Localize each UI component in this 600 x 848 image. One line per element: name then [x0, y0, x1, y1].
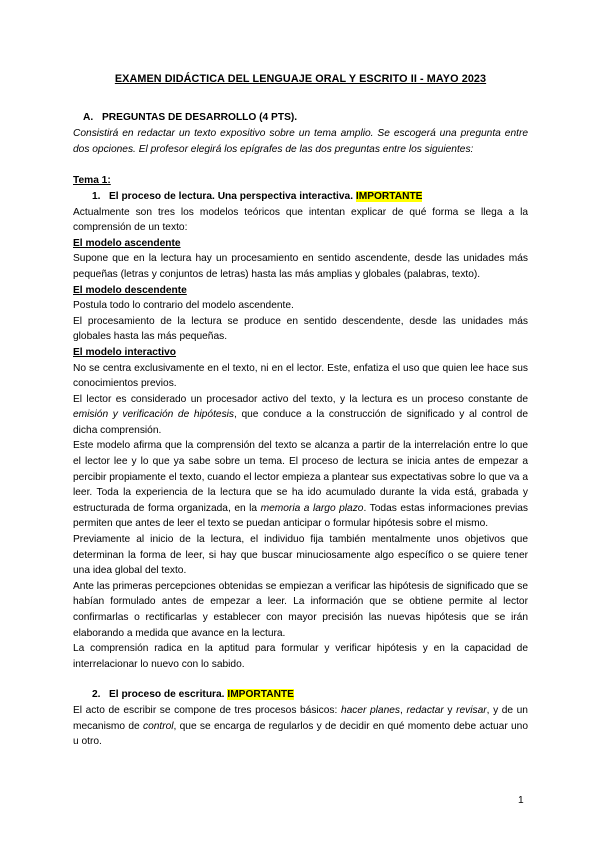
- section-label: PREGUNTAS DE DESARROLLO (4 PTS).: [102, 111, 298, 123]
- interactivo-p5: Ante las primeras percepciones obtenidas se empiezan a verificar las hipótesis de significado que se habían formulado antes de empezar a leer. La información que se obtiene permite al lector confirmarlas o rectificarlas y establecer con mayor precisión las nuevas hipótesis que se irán elaborando a medida que avance en la lectura.: [73, 580, 528, 639]
- item1-intro: Actualmente son tres los modelos teóricos que intentan explicar de qué forma se llega a la comprensión de un texto:: [73, 206, 528, 234]
- section-heading: [83, 110, 528, 126]
- interactivo-p3: [73, 438, 528, 532]
- item2-important-tag: IMPORTANTE: [227, 689, 294, 701]
- ascendente-text: Supone que en la lectura hay un procesamiento en sentido ascendente, desde las unidades más pequeñas (letras y conjuntos de letras) hasta las más amplias y globales (palabras, texto).: [73, 253, 528, 280]
- item1-heading: [92, 189, 528, 205]
- descendente-p1: Postula todo lo contrario del modelo ascendente.: [73, 300, 294, 312]
- item1-number: 1.: [92, 190, 101, 202]
- interactivo-p1: No se centra exclusivamente en el texto, ni en el lector. Este, enfatiza el uso que quien lee hace sus conocimientos previos.: [73, 362, 528, 390]
- item2-text-1: El acto de escribir se compone de tres procesos básicos:: [73, 704, 341, 716]
- spacer: [73, 672, 528, 687]
- item1-label: El proceso de lectura. Una perspectiva interactiva.: [109, 190, 354, 202]
- ascendente-heading: El modelo ascendente: [73, 237, 181, 249]
- page-number: 1: [518, 795, 524, 806]
- descendente-heading: El modelo descendente: [73, 284, 187, 296]
- interactivo-p2-text-a: El lector es considerado un procesador activo del texto, y la lectura es un proceso constante de: [73, 393, 528, 405]
- item2-text-3: y: [443, 704, 457, 716]
- item2-emphasis-planes: hacer planes: [340, 704, 401, 716]
- item2-emphasis-redactar: redactar: [406, 704, 444, 716]
- interactivo-p4: Previamente al inicio de la lectura, el individuo fija también mentalmente unos objetivos que determinan la forma de leer, si hay que buscar minuciosamente algo específico o se quiere tener una idea global del texto.: [73, 534, 528, 577]
- interactivo-p2-emphasis: emisión y verificación de hipótesis: [73, 409, 235, 421]
- interactivo-p3-emphasis: memoria a largo plazo: [260, 502, 364, 514]
- section-number: A.: [83, 111, 94, 123]
- interactivo-heading: El modelo interactivo: [73, 346, 177, 358]
- item1-important-tag: IMPORTANTE: [355, 190, 423, 202]
- item2-emphasis-revisar: revisar: [456, 704, 487, 716]
- tema-heading: Tema 1:: [73, 175, 111, 187]
- interactivo-p2: [73, 392, 528, 439]
- item2-text: [73, 703, 528, 750]
- interactivo-p6: La comprensión radica en la aptitud para formular y verificar hipótesis y en la capacidad de interrelacionar lo nuevo con lo sabido.: [73, 643, 528, 670]
- document-body: [73, 72, 528, 750]
- item2-text-4: , y de un mecanismo de: [73, 704, 528, 732]
- interactivo-p2-text-b: , que conduce a la construcción de significado y al control de dicha comprensión.: [73, 409, 528, 436]
- descendente-p2: El procesamiento de la lectura se produce en sentido descendente, desde las unidades más globales hasta las más pequeñas.: [73, 315, 528, 343]
- item2-text-5: , que se encarga de regularlos y de decidir en qué momento debe actuar uno u otro.: [73, 720, 528, 748]
- interactivo-p3-text-a: Este modelo afirma que la comprensión del texto se alcanza a partir de la interrelación entre lo que el lector lee y lo que ya sabe sobre un tema. El proceso de lectura se inicia antes de empezar a percibir propiamente el texto, cuando el lector empieza a plantear sus expectativas sobre lo que va a leer. Toda la experiencia de la lectura que se ha ido acumulado durante la vida está, grabada y estructurada de forma organizada, en la: [73, 440, 528, 514]
- item2-emphasis-control: control: [142, 720, 174, 732]
- interactivo-p3-text-b: . Todas estas informaciones previas permiten que antes de leer el texto se puedan anticipar o formular hipótesis sobre el mismo.: [73, 502, 528, 530]
- section-intro: Consistirá en redactar un texto expositivo sobre un tema amplio. Se escogerá una pregunta entre dos opciones. El profesor elegirá los epígrafes de las dos preguntas entre los siguientes:: [73, 128, 528, 155]
- item2-number: 2.: [92, 689, 101, 701]
- item2-text-2: ,: [400, 704, 407, 716]
- item2-label: El proceso de escritura.: [109, 689, 225, 701]
- document-title: EXAMEN DIDÁCTICA DEL LENGUAJE ORAL Y ESCRITO II - MAYO 2023: [114, 73, 487, 85]
- item2-heading: [92, 687, 528, 703]
